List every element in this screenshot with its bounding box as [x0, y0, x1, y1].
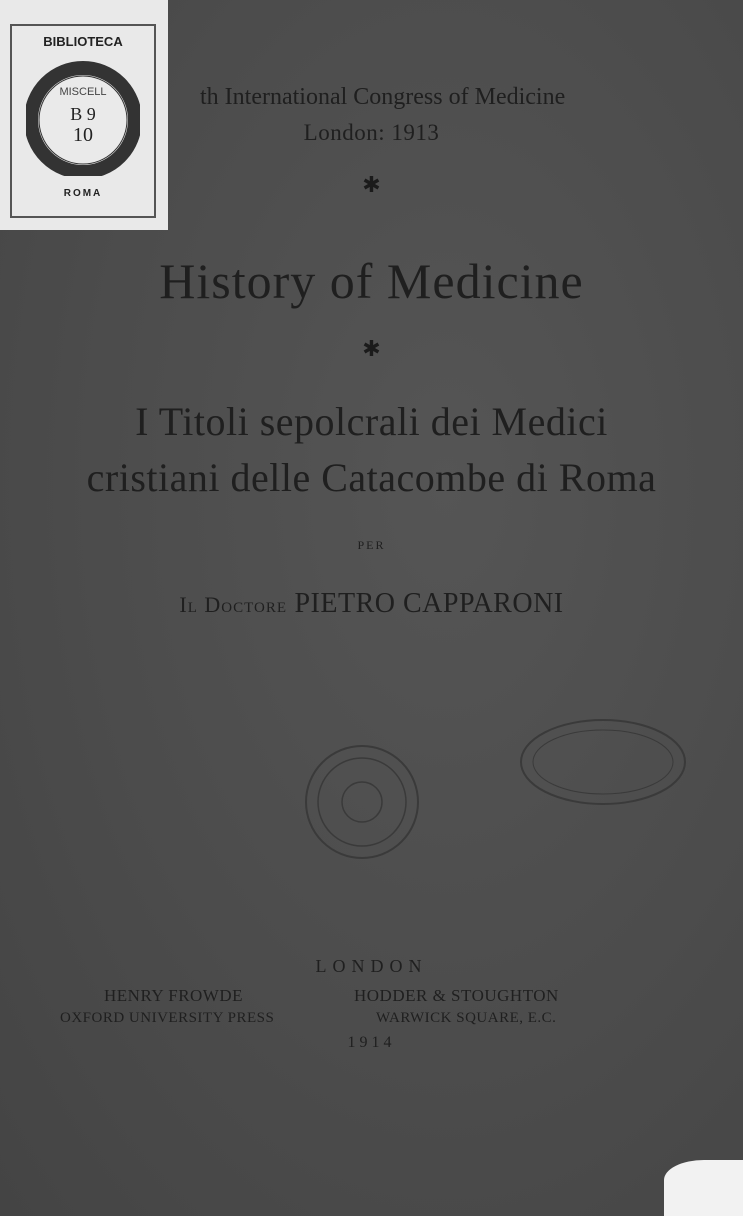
library-label-shelf-letter: B 9	[70, 104, 96, 124]
library-label-shelf-number: 10	[73, 124, 93, 146]
oval-library-stamp-icon	[518, 716, 688, 808]
round-library-stamp-icon	[296, 744, 428, 860]
ornament-icon: ✱	[362, 336, 381, 361]
work-title-line-2: cristiani delle Catacombe di Roma	[86, 455, 657, 500]
publisher-right-1: HODDER & STOUGHTON	[354, 986, 559, 1005]
per-label: PER	[357, 538, 386, 552]
section-title: History of Medicine	[159, 253, 584, 309]
publisher-right-2: WARWICK SQUARE, E.C.	[376, 1010, 557, 1026]
ornament-icon: ✱	[362, 172, 381, 197]
publisher-left-1: HENRY FROWDE	[104, 986, 244, 1005]
library-label-header: BIBLIOTECA	[43, 34, 123, 49]
congress-line-1: th International Congress of Medicine	[200, 84, 566, 110]
library-label-shelf: MISCELL	[59, 86, 107, 98]
author-line	[0, 588, 743, 620]
work-title-line-1: I Titoli sepolcrali dei Medici	[135, 399, 608, 444]
imprint-city: LONDON	[315, 956, 428, 976]
congress-line-2: London: 1913	[303, 120, 440, 145]
library-label-footer: ROMA	[63, 188, 103, 199]
author-prefix: Il Doctore	[179, 592, 287, 617]
imprint-year: 1914	[347, 1034, 396, 1051]
publisher-left-2: OXFORD UNIVERSITY PRESS	[60, 1010, 275, 1026]
torn-corner	[664, 1160, 743, 1216]
author-name: PIETRO CAPPARONI	[294, 588, 564, 619]
